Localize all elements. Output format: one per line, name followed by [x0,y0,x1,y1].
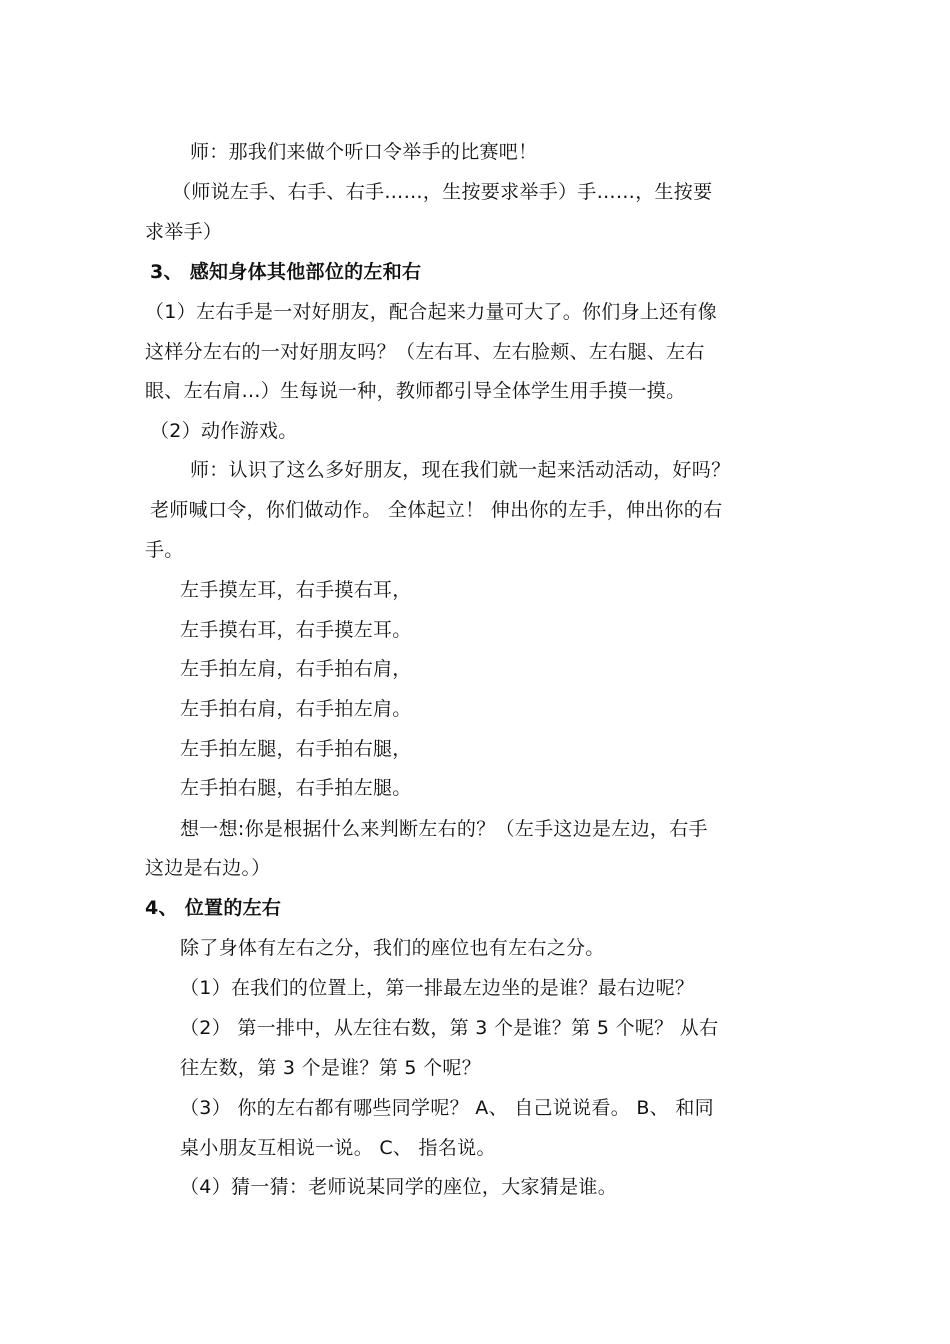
chant-line: 左手拍右肩，右手拍左肩。 [180,698,412,720]
text-line: 师：认识了这么多好朋友，现在我们就一起来活动活动，好吗？ [190,459,731,481]
chant-line: 左手拍左肩，右手拍右肩， [180,658,412,680]
text-line: （2）动作游戏。 [150,420,298,442]
text-line: （3） 你的左右都有哪些同学呢？ A、 自己说说看。 B、 和同 [180,1097,714,1119]
chant-line: 左手摸右耳，右手摸左耳。 [180,619,412,641]
text-line: 求举手） [145,221,223,243]
text-line: 师：那我们来做个听口令举手的比赛吧！ [190,141,538,163]
chant-line: 左手摸左耳，右手摸右耳， [180,579,412,601]
section-heading: 3、 感知身体其他部位的左和右 [150,261,422,283]
text-line: 想一想:你是根据什么来判断左右的？（左手这边是左边，右手 [180,818,708,840]
chant-line: 左手拍左腿，右手拍右腿， [180,738,412,760]
section-heading: 4、 位置的左右 [145,897,282,919]
text-line: （4）猜一猜：老师说某同学的座位，大家猜是谁。 [180,1176,617,1198]
text-line: （1）左右手是一对好朋友，配合起来力量可大了。你们身上还有像 [145,301,718,323]
text-line: 除了身体有左右之分，我们的座位也有左右之分。 [180,937,605,959]
text-line: 这边是右边。） [145,857,271,879]
text-line: 眼、左右肩…）生每说一种，教师都引导全体学生用手摸一摸。 [145,380,686,402]
text-line: （师说左手、右手、右手……，生按要求举手）手……，生按要 [172,181,713,203]
text-line: （2） 第一排中，从左往右数，第 3 个是谁？第 5 个呢？ 从右 [180,1017,719,1039]
chant-line: 左手拍右腿，右手拍左腿。 [180,777,412,799]
text-line: 这样分左右的一对好朋友吗？（左右耳、左右脸颊、左右腿、左右 [145,341,705,363]
text-line: 老师喊口令，你们做动作。 全体起立！ 伸出你的左手，伸出你的右 [150,499,723,521]
text-line: 手。 [145,539,184,561]
text-line: 桌小朋友互相说一说。 C、 指名说。 [180,1137,496,1159]
text-line: （1）在我们的位置上，第一排最左边坐的是谁？最右边呢？ [180,977,695,999]
text-line: 往左数，第 3 个是谁？第 5 个呢？ [180,1057,482,1079]
